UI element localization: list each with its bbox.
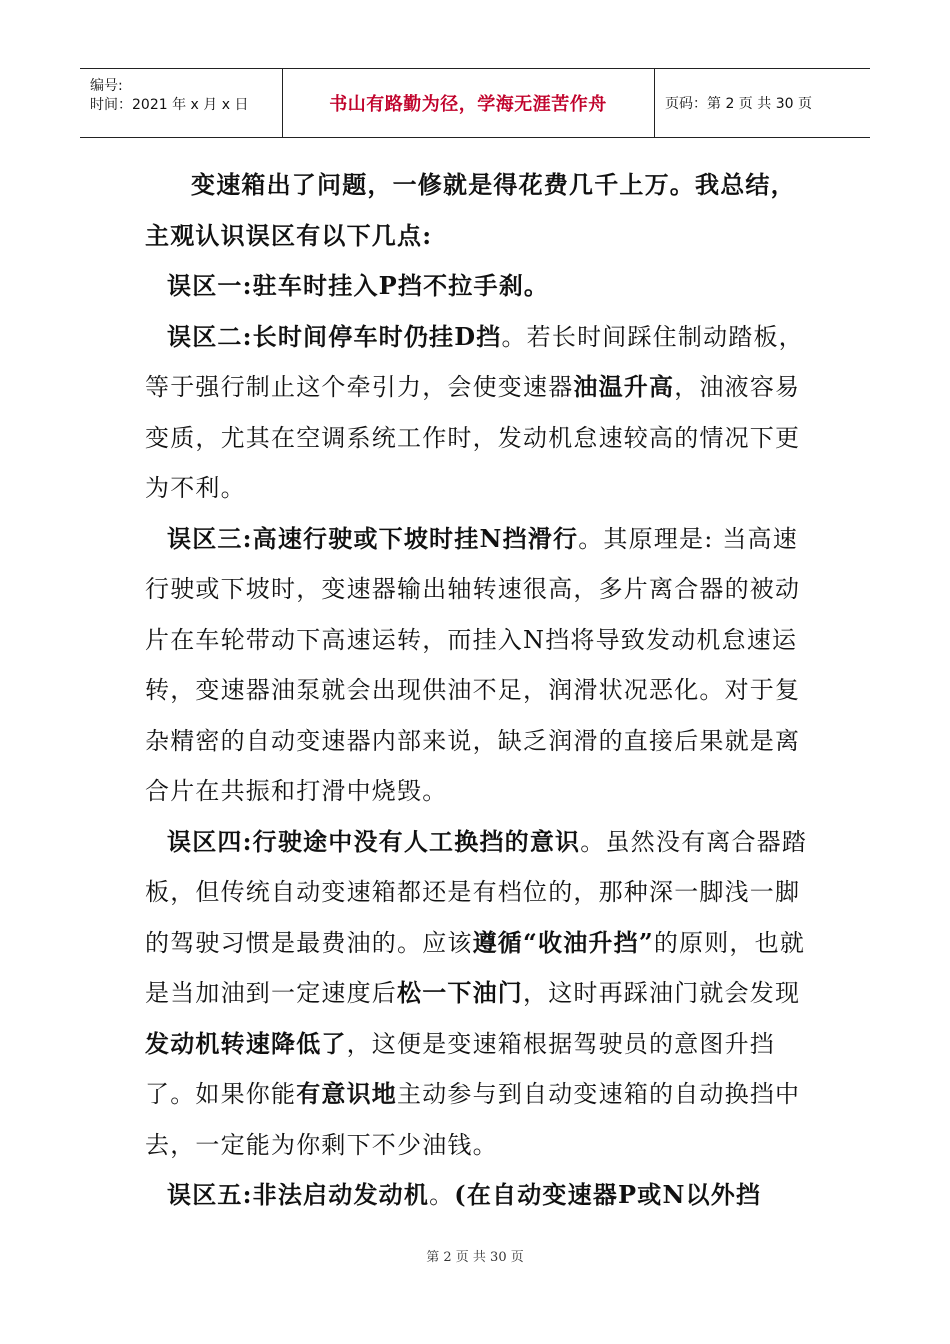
misconception-5	[145, 1170, 810, 1221]
misconception-4	[145, 817, 810, 1171]
header-motto: 书山有路勤为径，学海无涯苦作舟	[329, 94, 607, 115]
misconception-5-emphasis: (在自动变速器P或N以外挡	[454, 1180, 762, 1209]
misconception-4-text-a: 。虽然没有离合器踏板，但传统自动变速箱都还是有档位的，那种深一脚浅一脚的驾驶习惯是最费油的。应该	[145, 827, 808, 957]
header-page-number: 页码：第 2 页 共 30 页	[665, 96, 812, 112]
misconception-3-title: 误区三:高速行驶或下坡时挂N挡滑行	[167, 523, 579, 553]
misconception-2-emphasis: 油温升高	[573, 372, 675, 401]
intro-paragraph	[145, 160, 810, 261]
misconception-4-text-b: 的原则，也就是当加油到一定速度后	[145, 928, 806, 1007]
misconception-1-text: 误区一:驻车时挂入P挡不拉手刹。	[167, 271, 550, 300]
misconception-4-text-e: 主动参与到自动变速箱的自动换挡中去，一定能为你剩下不少油钱。	[145, 1080, 801, 1159]
misconception-1	[145, 261, 810, 312]
page-header	[80, 68, 870, 138]
misconception-2-title: 误区二:长时间停车时仍挂D挡	[167, 321, 502, 351]
header-motto-cell	[282, 69, 655, 137]
misconception-4-emphasis-2: 松一下油门	[397, 978, 523, 1007]
misconception-4-text-c: ，这时再踩油门就会发现	[523, 979, 801, 1007]
misconception-3	[145, 514, 810, 817]
document-body	[145, 160, 810, 1221]
misconception-4-text-d: ，这便是变速箱根据驾驶员的意图升挡了。如果你能	[145, 1029, 776, 1108]
misconception-2-text-a: 。若长时间踩住制动踏板，等于强行制止这个牵引力，会使变速器	[145, 322, 804, 401]
misconception-2	[145, 312, 810, 514]
document-date-label: 时间：2021 年 x 月 x 日	[90, 97, 249, 113]
misconception-5-text: 。	[429, 1181, 455, 1209]
misconception-4-title: 误区四:行驶途中没有人工换挡的意识	[167, 826, 581, 856]
intro-text: 变速箱出了问题，一修就是得花费几千上万。我总结，主观认识误区有以下几点:	[145, 170, 796, 250]
misconception-5-title: 误区五:非法启动发动机	[167, 1180, 430, 1209]
misconception-2-text-b: ，油液容易变质，尤其在空调系统工作时，发动机怠速较高的情况下更为不利。	[145, 373, 801, 502]
document-number-label: 编号:	[90, 78, 123, 94]
header-page-cell	[655, 69, 870, 137]
header-meta-cell	[80, 69, 283, 137]
misconception-4-emphasis-3: 发动机转速降低了	[145, 1028, 347, 1058]
misconception-3-text: 。其原理是: 当高速行驶或下坡时，变速器输出轴转速很高，多片离合器的被动片在车轮带动下高速运转，而挂入N挡将导致发动机怠速运转，变速器油泵就会出现供油不足，润滑状况恶化。对于复杂精密的自动变速器内部来说，缺乏润滑的直接后果就是离合片在共振和打滑中烧毁。	[145, 524, 801, 805]
misconception-4-emphasis-4: 有意识地	[296, 1079, 398, 1108]
misconception-4-emphasis-1: 遵循“收油升挡”	[472, 927, 654, 957]
page-footer: 第 2 页 共 30 页	[426, 1250, 524, 1265]
